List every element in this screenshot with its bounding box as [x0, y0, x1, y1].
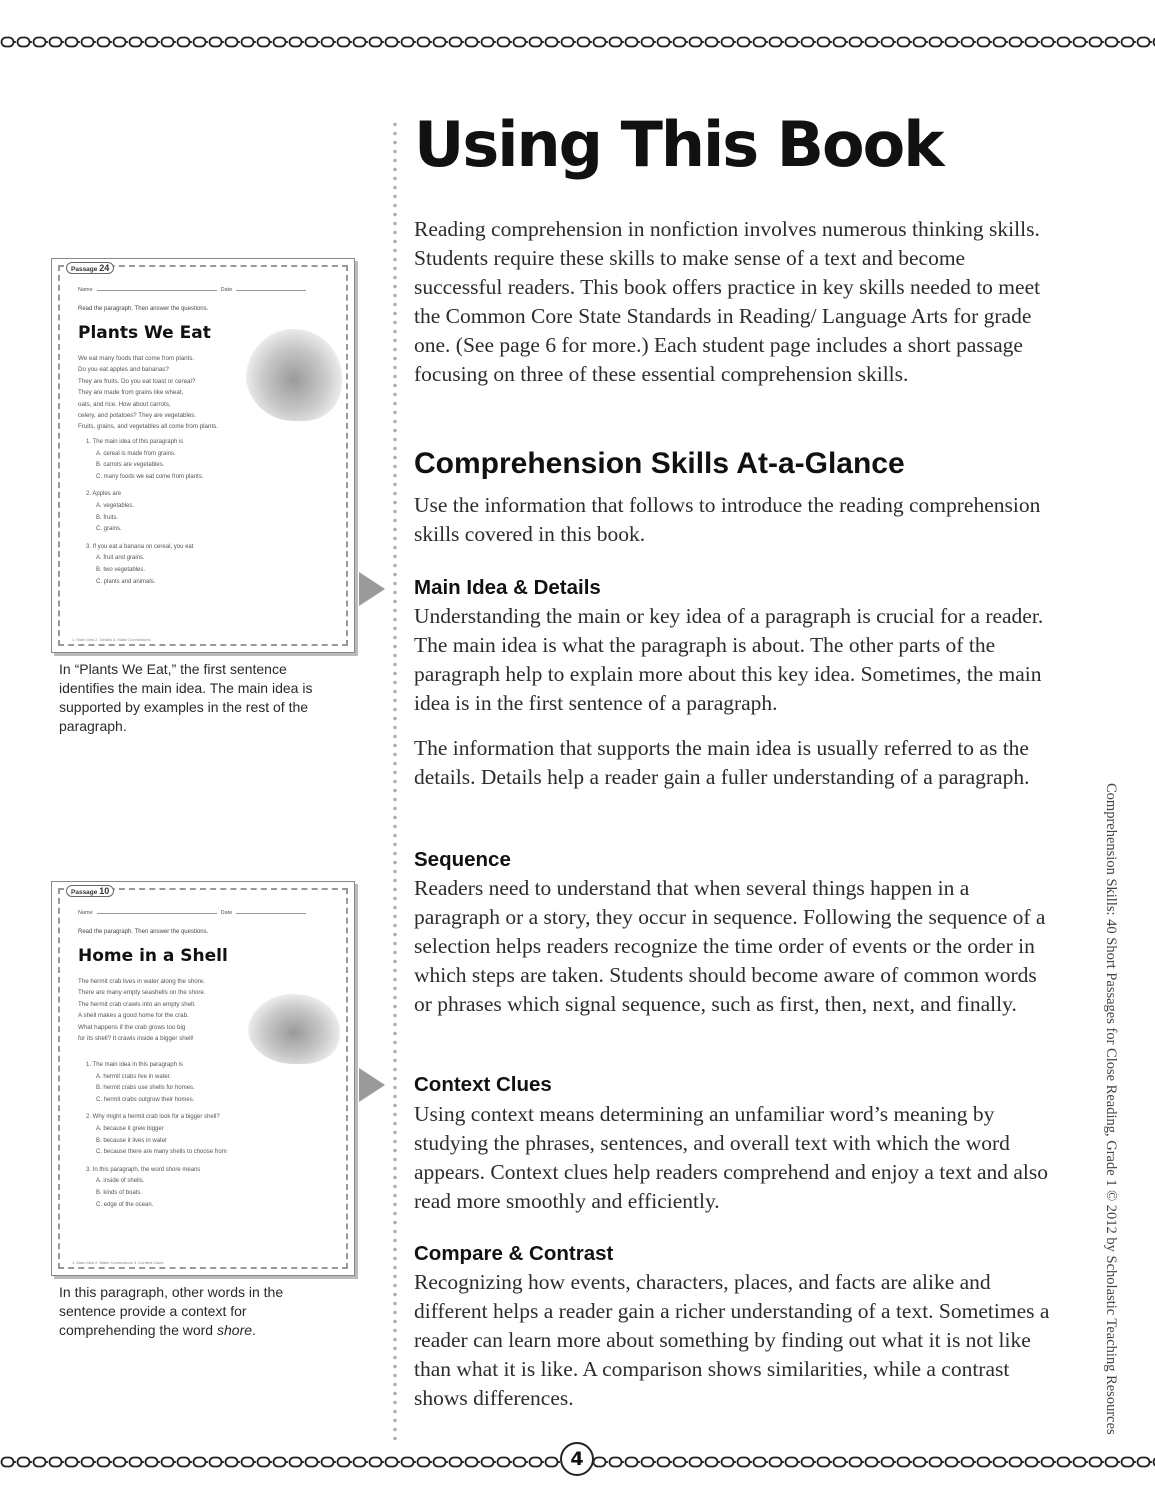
passage-line: What happens if the crab grows too big	[78, 1023, 186, 1031]
caption-emphasis: shore	[217, 1322, 253, 1338]
answer-option: C. hermit crabs outgrow their homes.	[96, 1096, 195, 1103]
passage-tab	[66, 885, 114, 897]
skill-heading-sequence: Sequence	[414, 848, 511, 871]
passage-title: Home in a Shell	[78, 946, 228, 966]
instructions: Read the paragraph. Then answer the questions.	[78, 929, 209, 935]
passage-line: There are many empty seashells on the shore.	[78, 989, 206, 997]
answer-option: C. grains.	[96, 526, 122, 533]
question-stem: 3. If you eat a banana on cereal, you eat	[86, 543, 194, 550]
intro-paragraph: Reading comprehension in nonfiction involves numerous thinking skills. Students require these skills to make sense of a text and become successful readers. This book offers practice in key skills needed to meet the Common Core State Standards in Reading/ Language Arts for grade one. (See page 6 for more.) Each student page includes a short passage focusing on three of these essential comprehension skills.	[414, 217, 1041, 386]
passage-text	[78, 353, 268, 433]
skill-paragraph: The information that supports the main idea is usually referred to as the details. Details help a reader gain a fuller understanding of a paragraph.	[414, 736, 1030, 789]
caption-text: In this paragraph, other words in the sentence provide a context for comprehending the word	[59, 1284, 284, 1338]
answer-option: B. fruits.	[96, 514, 119, 521]
thumbnail-footer: 1. Main Idea 2. Details 3. Make Connections	[72, 637, 151, 642]
passage-tab	[66, 262, 114, 274]
passage-line: The hermit crab lives in water along the shore.	[78, 978, 205, 985]
copyright-credit	[1101, 783, 1121, 1443]
passage-label: Passage	[71, 266, 98, 273]
question-stem: 1. The main idea in this paragraph is	[86, 1062, 183, 1068]
answer-option: B. because it lives in water	[96, 1137, 168, 1144]
sample-page-thumbnail	[51, 258, 355, 653]
answer-option: C. edge of the ocean.	[96, 1201, 154, 1208]
page-title: Using This Book	[414, 108, 943, 181]
answer-option: A. hermit crabs live in water.	[96, 1073, 172, 1080]
skill-paragraph: Using context means determining an unfamiliar word’s meaning by studying the phrases, sentences, and overall text with which the word appears. Context clues help readers comprehend and enjoy a text and also read more smoothly and efficiently.	[414, 1102, 1049, 1213]
answer-option: A. inside of shells.	[96, 1178, 145, 1185]
skill-paragraph: Understanding the main or key idea of a paragraph is crucial for a reader. The main idea is what the paragraph is about. The other parts of the paragraph help to explain more about this key idea. Sometimes, the main idea is in the first sentence of a paragraph.	[414, 604, 1044, 715]
instructions: Read the paragraph. Then answer the questions.	[78, 306, 209, 312]
answer-option: A. cereal is made from grains.	[96, 450, 176, 457]
passage-line: They are fruits. Do you eat toast or cereal?	[78, 377, 196, 385]
section-intro: Use the information that follows to introduce the reading comprehension skills covered in this book.	[414, 493, 1041, 546]
passage-line: oats, and rice. How about carrots,	[78, 400, 171, 408]
skill-paragraph: Readers need to understand that when several things happen in a paragraph or a story, they occur in sequence. Following the sequence of a selection helps readers recognize the time order of events or the order in which steps are taken. Students should become aware of common words or phrases which signal sequence, such as first, then, next, and finally.	[414, 876, 1046, 1016]
answer-option: C. because there are many shells to choose from	[96, 1149, 227, 1156]
pointer-arrow-icon	[359, 1068, 385, 1102]
question-list	[86, 437, 203, 588]
answer-option: B. kinds of boats.	[96, 1189, 143, 1196]
answer-option: C. many foods we eat come from plants.	[96, 473, 204, 480]
question-stem: 2. Why might a hermit crab look for a bigger shell?	[86, 1114, 220, 1121]
credit-text: Comprehension Skills: 40 Short Passages for Close Reading, Grade 1 © 2012 by Scholastic Teaching Resources	[1103, 783, 1119, 1435]
answer-option: B. two vegetables.	[96, 566, 146, 573]
skill-heading-context-clues: Context Clues	[414, 1073, 552, 1096]
question-list	[86, 1060, 227, 1211]
answer-option: B. carrots are vegetables.	[96, 462, 165, 469]
thumbnail-footer: 1. Main Idea 2. Make Connections 3. Context Clues	[72, 1260, 164, 1265]
name-label: Name	[78, 910, 93, 916]
hermit-crab-illustration	[248, 994, 340, 1064]
passage-line: They are made from grains like wheat,	[78, 389, 184, 397]
passage-title: Plants We Eat	[78, 323, 211, 343]
passage-line: We eat many foods that come from plants.	[78, 355, 195, 362]
skill-paragraph: Recognizing how events, characters, places, and facts are alike and different helps a reader gain a richer understanding of a text. Sometimes a reader can learn more about something by finding out what it is not like than what it is like. A comparison shows similarities, while a contrast shows differences.	[414, 1270, 1050, 1410]
sample-page-thumbnail	[51, 881, 355, 1276]
caption-text: .	[252, 1322, 256, 1338]
passage-line: Fruits, grains, and vegetables all come from plants.	[78, 423, 218, 431]
passage-text	[78, 976, 268, 1044]
date-label: Date	[220, 910, 233, 916]
answer-option: A. because it grew bigger	[96, 1125, 164, 1132]
thumbnail-caption	[59, 1283, 329, 1340]
question-stem: 2. Apples are	[86, 491, 122, 498]
name-label: Name	[78, 287, 93, 293]
skill-heading-main-idea: Main Idea & Details	[414, 576, 601, 599]
boy-illustration	[246, 329, 342, 421]
passage-number: 10	[99, 886, 110, 896]
passage-number: 24	[99, 263, 110, 273]
page-number: 4	[560, 1442, 594, 1476]
passage-line: The hermit crab crawls into an empty shell.	[78, 1000, 196, 1008]
name-date-row	[78, 910, 328, 916]
date-label: Date	[220, 287, 233, 293]
pointer-arrow-icon	[359, 572, 385, 606]
passage-line: celery, and potatoes? They are vegetables.	[78, 412, 197, 420]
passage-line: Do you eat apples and bananas?	[78, 366, 169, 374]
skill-heading-compare-contrast: Compare & Contrast	[414, 1242, 614, 1265]
answer-option: A. vegetables.	[96, 502, 135, 509]
name-date-row	[78, 287, 328, 293]
passage-line: for its shell? It crawls inside a bigger shell!	[78, 1035, 194, 1043]
passage-line: A shell makes a good home for the crab.	[78, 1012, 189, 1020]
top-decorative-border	[0, 34, 1155, 50]
question-stem: 1. The main idea of this paragraph is	[86, 439, 184, 445]
answer-option: A. fruit and grains.	[96, 555, 145, 562]
thumbnail-caption: In “Plants We Eat,” the first sentence identifies the main idea. The main idea is supported by examples in the rest of the paragraph.	[59, 661, 313, 734]
section-heading: Comprehension Skills At-a-Glance	[414, 447, 905, 480]
answer-option: C. plants and animals.	[96, 578, 156, 585]
dotted-divider	[392, 120, 398, 1440]
question-stem: 3. In this paragraph, the word shore means	[86, 1166, 201, 1173]
answer-option: B. hermit crabs use shells for homes.	[96, 1085, 195, 1092]
passage-label: Passage	[71, 889, 98, 896]
